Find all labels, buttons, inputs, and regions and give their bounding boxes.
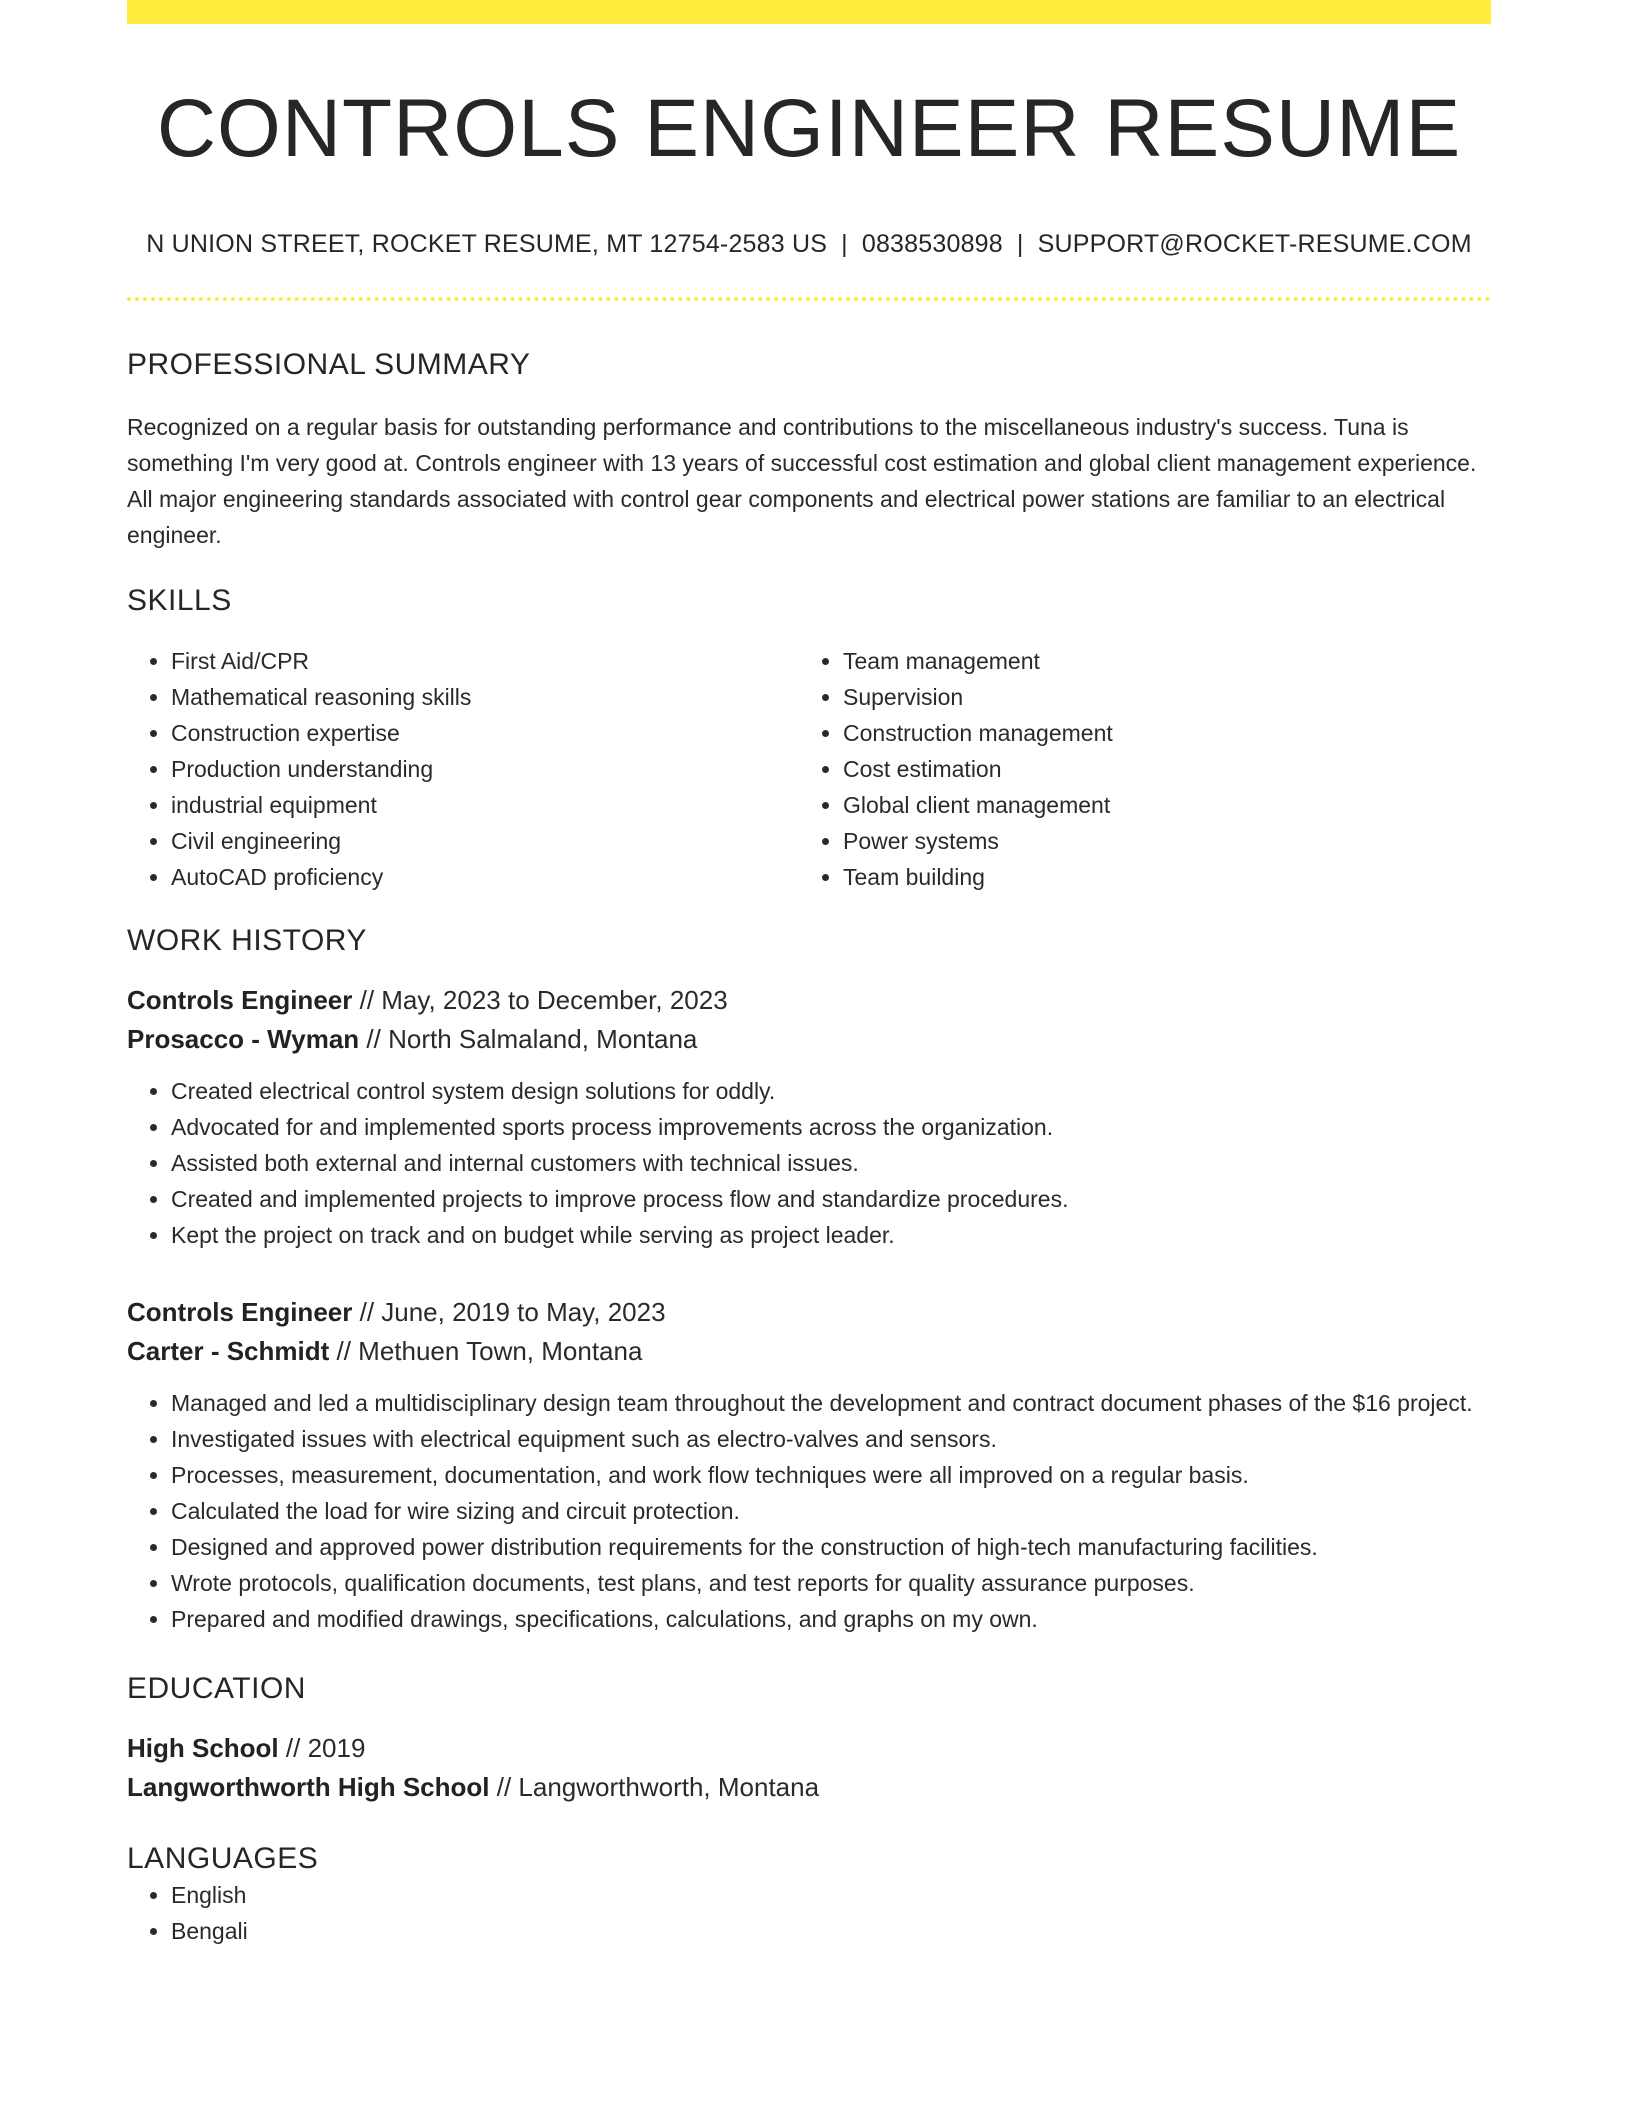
contact-phone: 0838530898	[861, 230, 1003, 259]
skill-item: • Power systems	[843, 823, 1471, 859]
job-location: // Methuen Town, Montana	[336, 1336, 643, 1367]
skills-right-list	[799, 643, 1471, 895]
contact-separator: |	[1016, 230, 1024, 259]
accent-top-bar	[127, 0, 1491, 24]
contact-separator: |	[841, 230, 848, 259]
skills-heading: SKILLS	[127, 584, 232, 618]
job-location: // North Salmaland, Montana	[366, 1024, 698, 1055]
education-school: Langworthworth High School	[127, 1772, 490, 1803]
job-bullet: • Prepared and modified drawings, specifications, calculations, and graphs on my own.	[171, 1601, 1491, 1637]
job-dates: // May, 2023 to December, 2023	[359, 985, 728, 1016]
skill-item: • Mathematical reasoning skills	[171, 679, 799, 715]
job-bullet: • Advocated for and implemented sports process improvements across the organization.	[171, 1109, 1491, 1145]
resume-title: CONTROLS ENGINEER RESUME	[156, 83, 1462, 174]
job-company-line	[127, 1332, 1491, 1371]
skill-item: • Supervision	[843, 679, 1471, 715]
skill-item: • Team management	[843, 643, 1471, 679]
job-bullet: • Designed and approved power distribution requirements for the construction of high-tech manufacturing facilities.	[171, 1529, 1491, 1565]
education-school-line	[127, 1768, 1491, 1807]
summary-text: Recognized on a regular basis for outstanding performance and contributions to the miscellaneous industry's success. Tuna is something I'm very good at. Controls engineer with 13 years of successful cost estimation and global client management experience. All major engineering standards associated with control gear components and electrical power stations are familiar to an electrical engineer.	[127, 414, 1477, 549]
job-title-line	[127, 981, 1491, 1020]
education-year: // 2019	[285, 1733, 366, 1764]
language-item: • English	[171, 1877, 1491, 1913]
job-bullets	[127, 1385, 1491, 1637]
education-degree: High School	[127, 1733, 279, 1764]
language-item: • Bengali	[171, 1913, 1491, 1949]
job-bullet: • Managed and led a multidisciplinary design team throughout the development and contract document phases of the $16 project.	[171, 1385, 1491, 1421]
skills-grid	[127, 643, 1491, 895]
skill-item: • industrial equipment	[171, 787, 799, 823]
skill-item: • Construction expertise	[171, 715, 799, 751]
dotted-divider	[127, 297, 1491, 301]
job-company: Carter - Schmidt	[127, 1336, 330, 1367]
job-dates: // June, 2019 to May, 2023	[359, 1297, 666, 1328]
job-bullet: • Investigated issues with electrical equipment such as electro-valves and sensors.	[171, 1421, 1491, 1457]
job-bullet: • Wrote protocols, qualification documents, test plans, and test reports for quality assurance purposes.	[171, 1565, 1491, 1601]
job-title: Controls Engineer	[127, 985, 353, 1016]
job-title: Controls Engineer	[127, 1297, 353, 1328]
contact-line	[127, 230, 1491, 259]
job-entry	[127, 981, 1491, 1253]
skill-item: • Construction management	[843, 715, 1471, 751]
education-degree-line	[127, 1729, 1491, 1768]
skill-item: • AutoCAD proficiency	[171, 859, 799, 895]
job-company-line	[127, 1020, 1491, 1059]
job-bullet: • Kept the project on track and on budget while serving as project leader.	[171, 1217, 1491, 1253]
job-title-line	[127, 1293, 1491, 1332]
job-bullet: • Calculated the load for wire sizing and circuit protection.	[171, 1493, 1491, 1529]
contact-address: N UNION STREET, ROCKET RESUME, MT 12754-2583 US	[146, 230, 828, 259]
languages-heading: LANGUAGES	[127, 1842, 319, 1876]
job-bullet: • Processes, measurement, documentation, and work flow techniques were all improved on a regular basis.	[171, 1457, 1491, 1493]
job-company: Prosacco - Wyman	[127, 1024, 360, 1055]
resume-page	[127, 0, 1491, 1949]
skill-item: • Civil engineering	[171, 823, 799, 859]
education-heading: EDUCATION	[127, 1672, 306, 1706]
job-bullet: • Created electrical control system design solutions for oddly.	[171, 1073, 1491, 1109]
work-history-heading: WORK HISTORY	[127, 924, 367, 958]
skill-item: • Production understanding	[171, 751, 799, 787]
skill-item: • Global client management	[843, 787, 1471, 823]
education-location: // Langworthworth, Montana	[496, 1772, 820, 1803]
skill-item: • Team building	[843, 859, 1471, 895]
education-entry	[127, 1729, 1491, 1807]
contact-email: SUPPORT@ROCKET-RESUME.COM	[1037, 230, 1472, 259]
job-bullet: • Created and implemented projects to improve process flow and standardize procedures.	[171, 1181, 1491, 1217]
summary-heading: PROFESSIONAL SUMMARY	[127, 348, 531, 382]
skill-item: • Cost estimation	[843, 751, 1471, 787]
skill-item: • First Aid/CPR	[171, 643, 799, 679]
languages-list	[127, 1877, 1491, 1949]
job-bullets	[127, 1073, 1491, 1253]
skills-left-list	[127, 643, 799, 895]
job-entry	[127, 1293, 1491, 1637]
job-bullet: • Assisted both external and internal customers with technical issues.	[171, 1145, 1491, 1181]
